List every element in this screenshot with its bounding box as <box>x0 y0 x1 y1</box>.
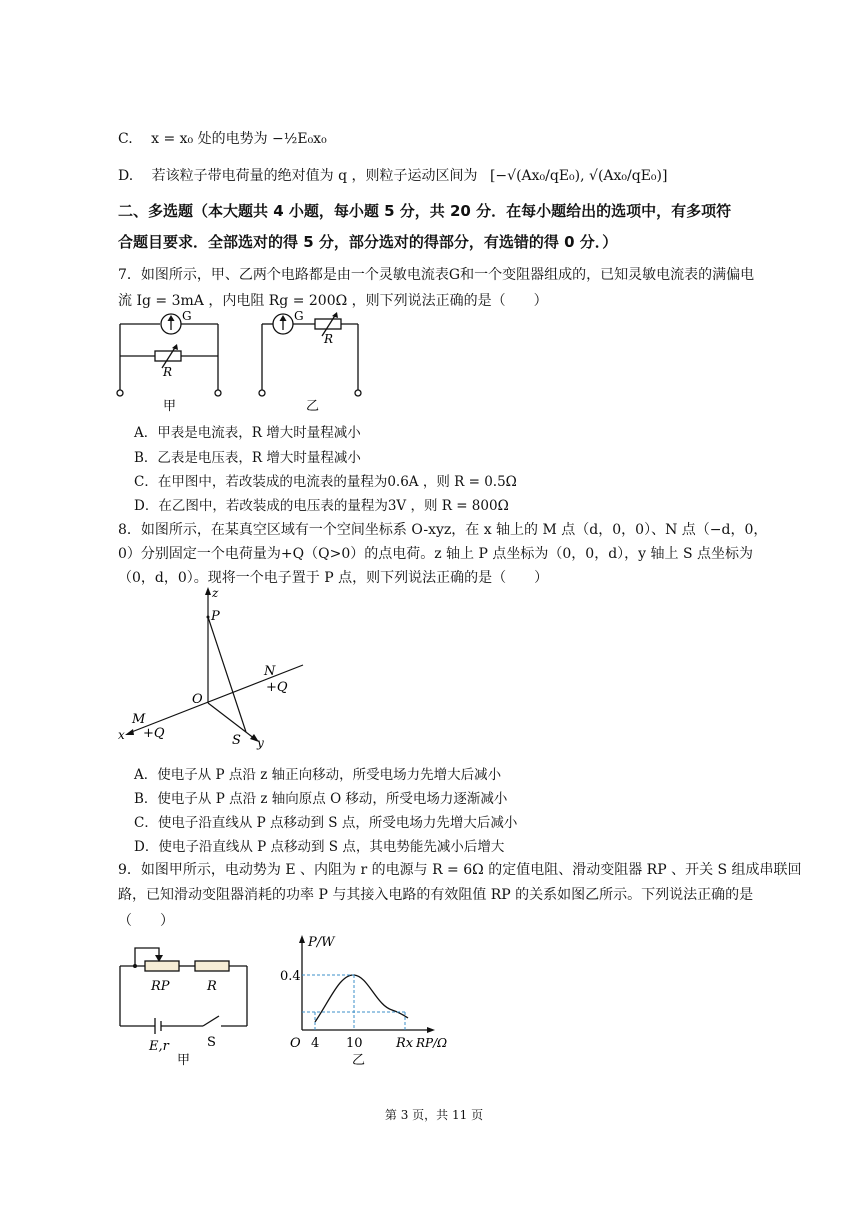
yi-r-label: R <box>324 332 334 346</box>
q9-circuit-figure <box>115 940 260 1070</box>
section2-heading-1: 二、多选题（本大题共 4 小题，每小题 5 分，共 20 分．在每小题给出的选项中，有多项符 <box>118 202 732 220</box>
q7-option-b: B．乙表是电压表，R 增大时量程减小 <box>134 450 361 466</box>
pw-label: P/W <box>308 935 335 950</box>
q8-stem-3: （0，d，0）。现将一个电子置于 P 点，则下列说法正确的是（ ） <box>118 570 549 586</box>
n-label: N <box>264 664 276 679</box>
value-04-label: 0.4 <box>280 969 301 984</box>
tick-10-label: 10 <box>346 1036 363 1051</box>
option-d-interval: [−√(Ax₀/qE₀), √(Ax₀/qE₀)] <box>489 168 668 184</box>
x-axis <box>129 665 303 733</box>
line-p-s <box>208 617 246 732</box>
power-curve <box>315 975 408 1022</box>
rx-label: Rx <box>396 1036 414 1051</box>
tick-4-label: 4 <box>311 1036 320 1051</box>
q9-stem-3: （ ） <box>118 913 174 929</box>
q8-stem-2: 0）分别固定一个电荷量为+Q（Q>0）的点电荷。z 轴上 P 点坐标为（0，0，d），y 轴上 S 点坐标为 <box>118 546 754 562</box>
q8-option-a: A．使电子从 P 点沿 z 轴正向移动，所受电场力先增大后减小 <box>134 767 502 783</box>
yi-label: 乙 <box>306 399 320 414</box>
yi-label: 乙 <box>352 1053 366 1068</box>
rp-label: RP <box>151 979 170 994</box>
q7-option-a: A．甲表是电流表，R 增大时量程减小 <box>134 425 361 441</box>
page-footer: 第 3 页，共 11 页 <box>384 1108 484 1122</box>
switch-icon <box>203 1016 219 1026</box>
p-label: P <box>211 609 220 624</box>
q7-stem-2: 流 Ig = 3mA ，内电阻 Rg = 200Ω ，则下列说法正确的是（ ） <box>118 293 548 309</box>
rp-rheostat-icon <box>145 961 179 971</box>
z-label: z <box>212 586 219 600</box>
jia-label: 甲 <box>177 1053 191 1068</box>
m-label: M <box>132 712 146 727</box>
s-switch-label: S <box>207 1035 216 1050</box>
s-label: S <box>232 733 241 748</box>
yi-g-label: G <box>294 309 304 323</box>
y-label: y <box>257 736 264 750</box>
x-label: x <box>118 728 125 742</box>
q9-stem-1: 9．如图甲所示，电动势为 E 、内阻为 r 的电源与 R = 6Ω 的定值电阻、滑动变阻器 RP 、开关 S 组成串联回 <box>118 862 802 878</box>
q7-stem-1: 7．如图所示，甲、乙两个电路都是由一个灵敏电流表G和一个变阻器组成的，已知灵敏电流表的满偏电 <box>118 267 755 283</box>
option-d-prev <box>118 165 667 185</box>
er-label: E,r <box>149 1039 169 1054</box>
r-resistor-icon <box>195 961 229 971</box>
q7-circuit-figure <box>110 310 380 420</box>
section2-heading-2: 合题目要求．全部选对的得 5 分，部分选对的得部分，有选错的得 0 分．） <box>118 233 618 251</box>
q9-stem-2: 路，已知滑动变阻器消耗的功率 P 与其接入电路的有效阻值 RP 的关系如图乙所示。下列说法正确的是 <box>118 887 754 903</box>
q8-option-c: C．使电子沿直线从 P 点移动到 S 点，所受电场力先增大后减小 <box>134 815 518 831</box>
origin-label: O <box>192 692 203 707</box>
option-d-prefix: D. 若该粒子带电荷量的绝对值为 q ，则粒子运动区间为 <box>118 168 478 184</box>
origin-label: O <box>290 1036 301 1051</box>
q7-option-c: C．在甲图中，若改装成的电流表的量程为0.6A ，则 R = 0.5Ω <box>134 474 517 490</box>
n-charge-label: +Q <box>266 680 288 695</box>
option-c-prev: C. x = x₀ 处的电势为 −½E₀x₀ <box>118 131 327 147</box>
rp-unit-label: RP/Ω <box>416 1036 448 1050</box>
q8-option-d: D．使电子沿直线从 P 点移动到 S 点，其电势能先减小后增大 <box>134 839 505 855</box>
r-label: R <box>207 979 217 994</box>
jia-r-label: R <box>163 365 173 379</box>
jia-label: 甲 <box>163 399 177 414</box>
q8-coordinate-figure <box>115 585 315 755</box>
q7-option-d: D．在乙图中，若改装成的电压表的量程为3V ，则 R = 800Ω <box>134 498 509 514</box>
q8-stem-1: 8．如图所示，在某真空区域有一个空间坐标系 O-xyz，在 x 轴上的 M 点（d，0，0）、N 点（−d，0， <box>118 522 768 538</box>
m-charge-label: +Q <box>143 726 165 741</box>
jia-g-label: G <box>182 309 192 323</box>
q9-power-graph <box>280 930 450 1070</box>
q8-option-b: B．使电子从 P 点沿 z 轴向原点 O 移动，所受电场力逐渐减小 <box>134 791 508 807</box>
